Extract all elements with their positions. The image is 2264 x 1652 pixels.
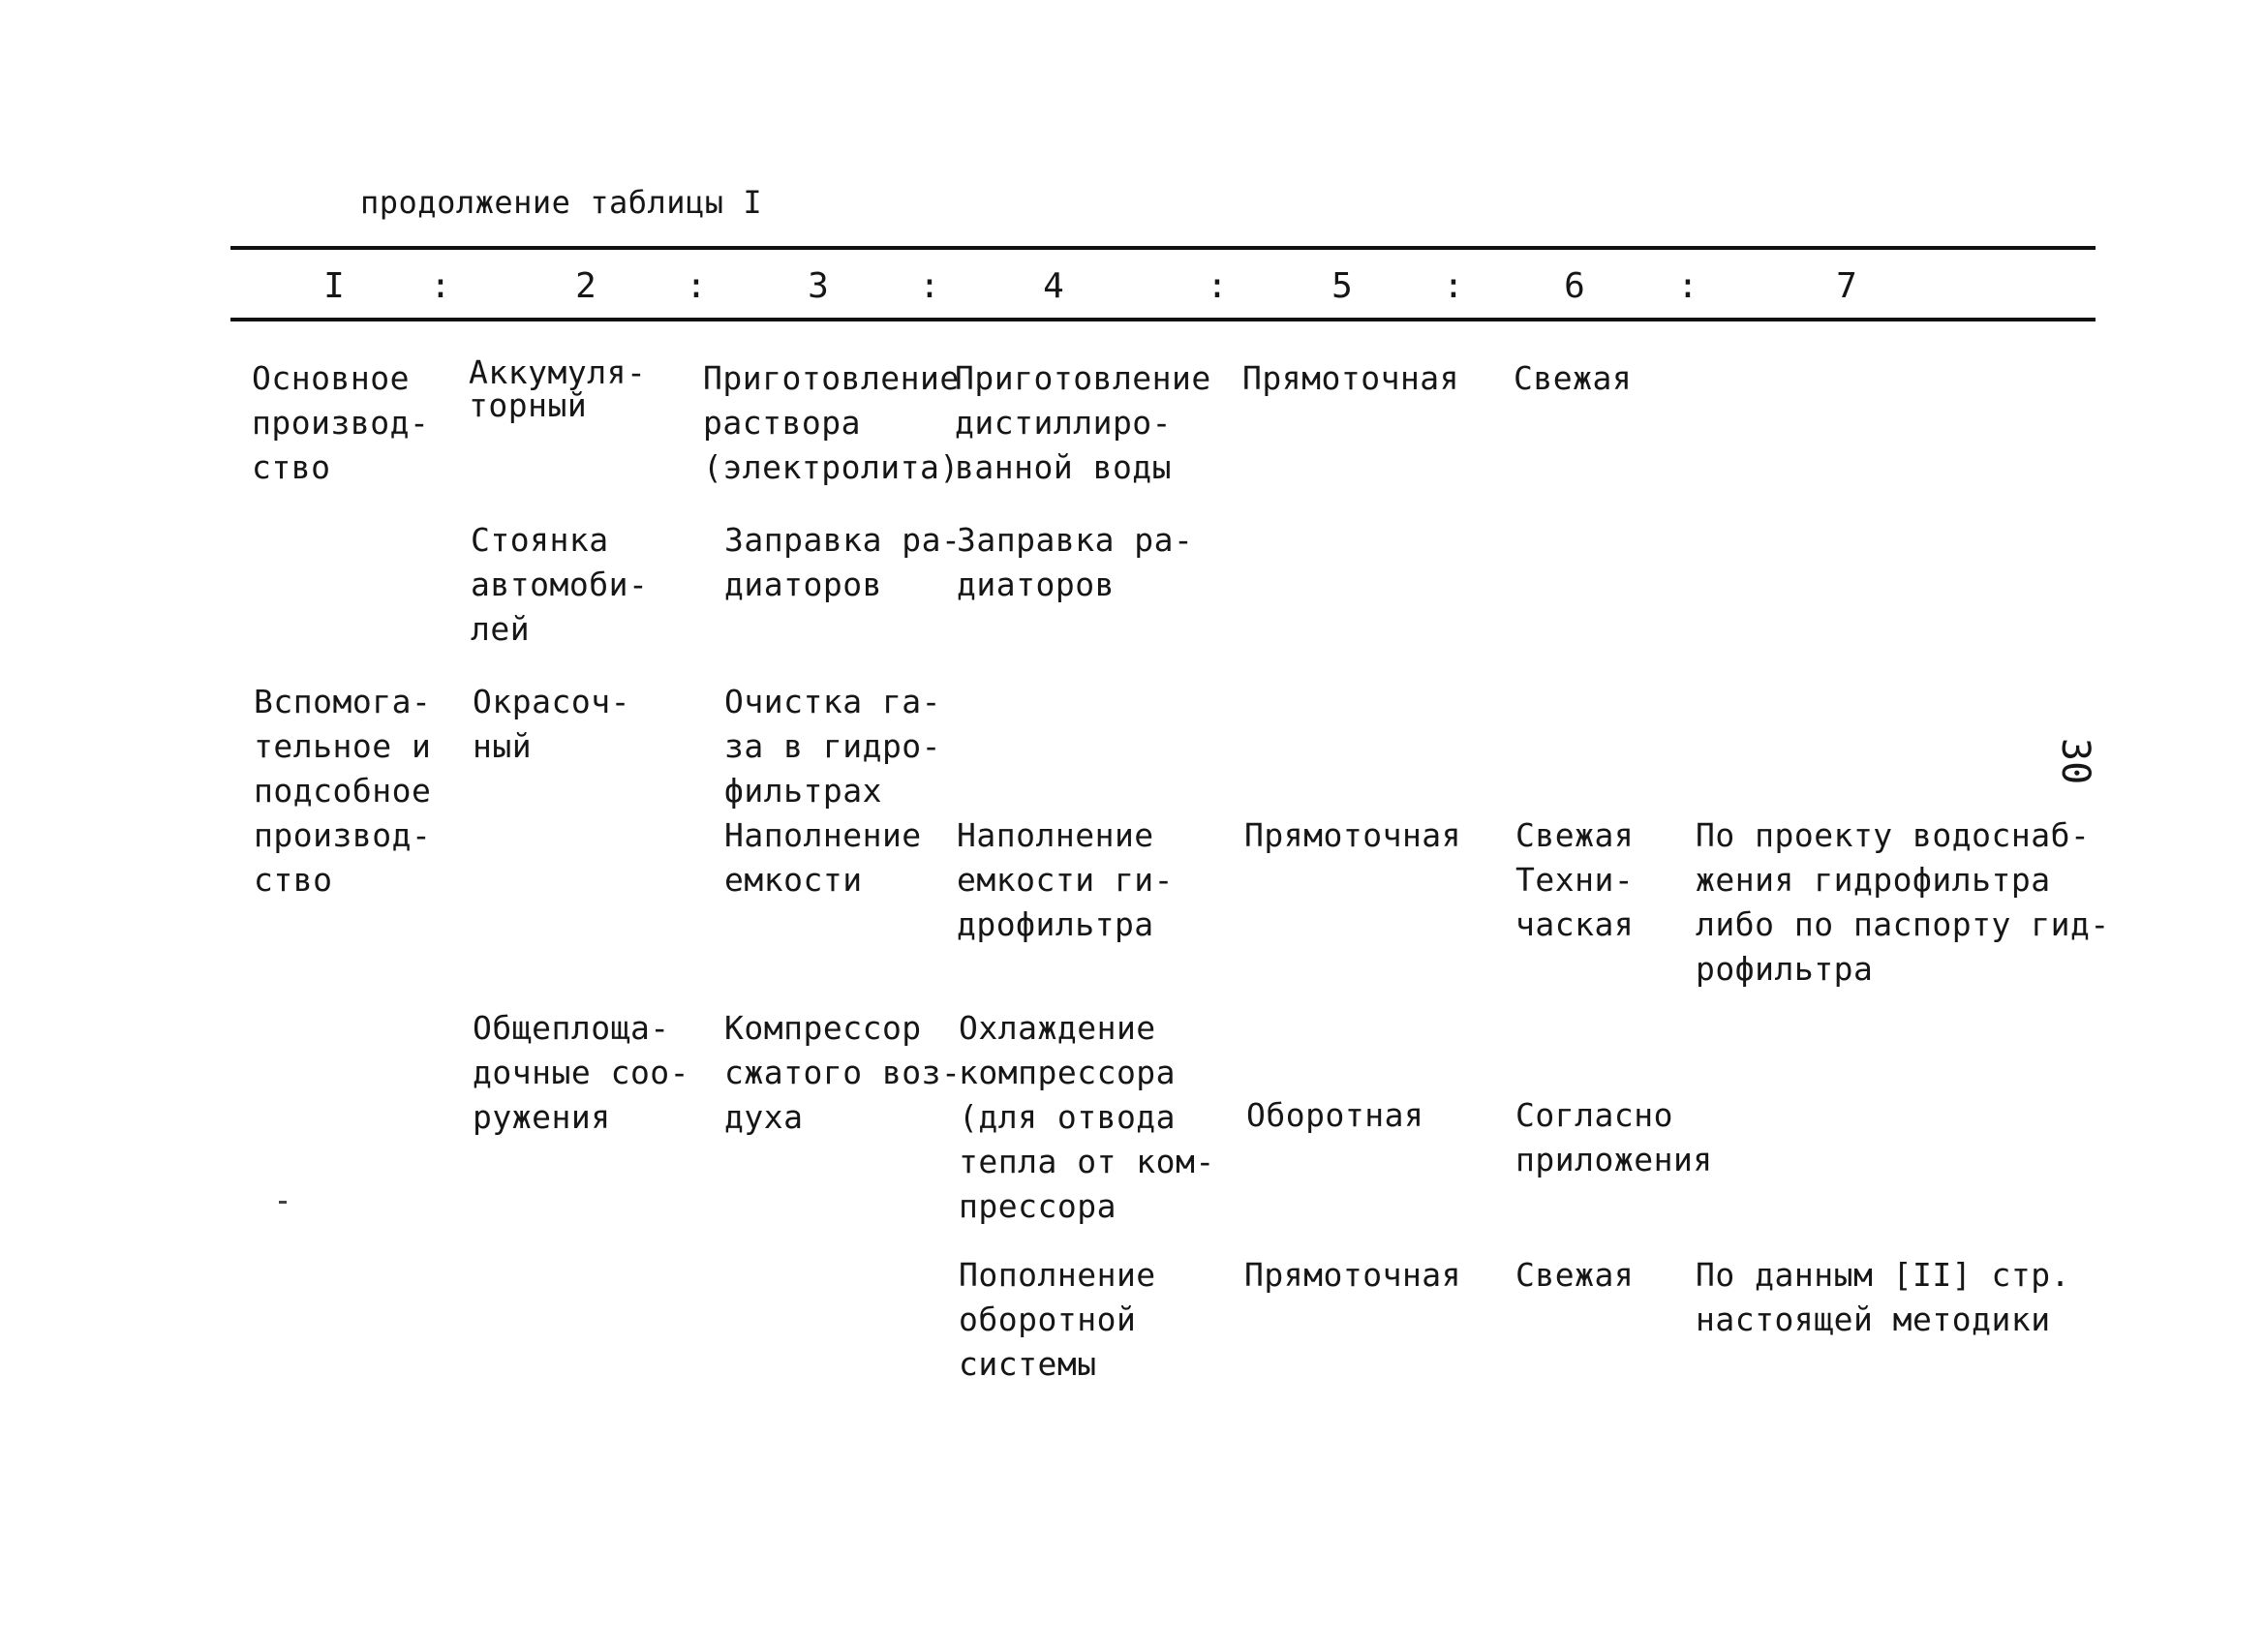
header-col-1: I [323, 266, 345, 306]
cell-note: По данным [II] стр. настоящей методики [1696, 1256, 2070, 1338]
cell-note: По проекту водоснаб- жения гидрофильтра либо по паспорту гид- рофильтра [1696, 816, 2110, 988]
cell-process: Наполнение емкости [724, 816, 922, 899]
cell-water-quality: Свежая Техни- чаская [1515, 816, 1635, 943]
cell-shop: Аккумуля- торный [469, 353, 647, 424]
header-top-rule [230, 246, 2096, 250]
header-col-3: 3 [808, 266, 829, 306]
cell-supply-system: Прямоточная [1244, 816, 1462, 854]
cell-shop: Окрасоч- ный [473, 683, 630, 765]
scan-speck [279, 1201, 287, 1204]
header-separator: : [1207, 266, 1228, 306]
cell-shop: Стоянка автомоби- лей [471, 521, 649, 648]
cell-water-use: Охлаждение компрессора (для отвода тепла от ком- прессора [959, 1009, 1215, 1225]
cell-water-use: Заправка ра- диаторов [957, 521, 1194, 603]
cell-supply-system: Оборотная [1246, 1096, 1424, 1134]
cell-water-use: Приготовление дистиллиро- ванной воды [955, 359, 1211, 486]
cell-process: Очистка га- за в гидро- фильтрах [724, 683, 942, 810]
header-col-2: 2 [575, 266, 597, 306]
cell-production-type: Вспомога- тельное и подсобное производ- ство [254, 683, 432, 899]
header-bottom-rule [230, 318, 2096, 321]
cell-water-use: Пополнение оборотной системы [959, 1256, 1156, 1383]
cell-process: Приготовление раствора (электролита) [703, 359, 960, 486]
header-col-6: 6 [1564, 266, 1585, 306]
header-separator: : [1443, 266, 1464, 306]
cell-supply-system: Прямоточная [1242, 359, 1460, 397]
header-separator: : [919, 266, 940, 306]
header-col-7: 7 [1836, 266, 1857, 306]
cell-water-use: Наполнение емкости ги- дрофильтра [957, 816, 1175, 943]
cell-supply-system: Прямоточная [1244, 1256, 1462, 1294]
cell-process: Заправка ра- диаторов [724, 521, 962, 603]
cell-process: Компрессор сжатого воз- духа [724, 1009, 962, 1136]
header-separator: : [1677, 266, 1698, 306]
page-number: 30 [2053, 738, 2097, 785]
table-caption: продолжение таблицы I [360, 184, 763, 221]
cell-shop: Общеплоща- дочные соо- ружения [473, 1009, 690, 1136]
cell-water-quality: Свежая [1514, 359, 1633, 397]
header-col-4: 4 [1043, 266, 1064, 306]
cell-water-quality: Свежая [1515, 1256, 1635, 1294]
header-col-5: 5 [1331, 266, 1353, 306]
header-separator: : [430, 266, 451, 306]
header-separator: : [686, 266, 707, 306]
cell-water-quality: Согласно приложения [1515, 1096, 1713, 1178]
cell-production-type: Основное производ- ство [252, 359, 430, 486]
